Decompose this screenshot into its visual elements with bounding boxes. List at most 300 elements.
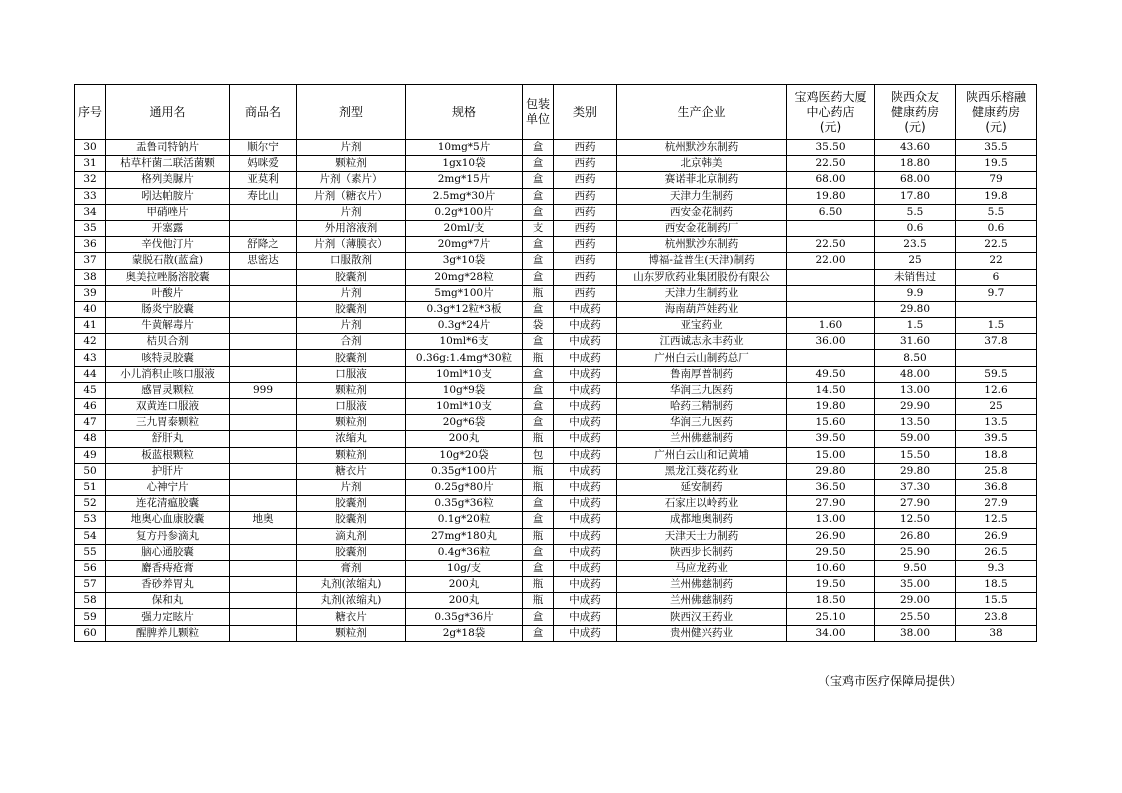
cell-generic-name: 感冒灵颗粒	[106, 382, 230, 398]
header-pharmacy-2-line1: 陕西众友	[890, 89, 939, 104]
cell-price-pharmacy-3: 37.8	[956, 334, 1037, 350]
table-row	[75, 334, 1037, 350]
table-row	[75, 382, 1037, 398]
cell-no: 56	[75, 560, 106, 576]
cell-price-pharmacy-3: 12.6	[956, 382, 1037, 398]
cell-trade-name	[230, 301, 297, 317]
cell-spec: 0.4g*36粒	[406, 544, 523, 560]
table-row	[75, 269, 1037, 285]
cell-price-pharmacy-1: 1.60	[787, 318, 875, 334]
cell-price-pharmacy-3: 18.5	[956, 577, 1037, 593]
cell-no: 30	[75, 140, 106, 156]
cell-price-pharmacy-1: 22.50	[787, 156, 875, 172]
cell-manufacturer: 西安金花制药	[617, 204, 787, 220]
table-row	[75, 318, 1037, 334]
cell-trade-name	[230, 528, 297, 544]
cell-no: 48	[75, 431, 106, 447]
cell-price-pharmacy-2: 27.90	[875, 496, 956, 512]
cell-package-unit: 盒	[523, 399, 554, 415]
cell-generic-name: 保和丸	[106, 593, 230, 609]
price-table-container	[74, 84, 1037, 642]
cell-price-pharmacy-1: 25.10	[787, 609, 875, 625]
header-pharmacy-2-line3: (元)	[904, 119, 926, 134]
cell-trade-name	[230, 463, 297, 479]
cell-spec: 0.3g*24片	[406, 318, 523, 334]
cell-dosage-form: 口服散剂	[297, 253, 406, 269]
cell-generic-name: 肠炎宁胶囊	[106, 301, 230, 317]
table-row	[75, 204, 1037, 220]
cell-package-unit: 盒	[523, 301, 554, 317]
cell-dosage-form: 颗粒剂	[297, 382, 406, 398]
cell-price-pharmacy-3: 22.5	[956, 237, 1037, 253]
cell-manufacturer: 陕西步长制药	[617, 544, 787, 560]
cell-spec: 2.5mg*30片	[406, 188, 523, 204]
cell-dosage-form: 胶囊剂	[297, 496, 406, 512]
cell-package-unit: 盒	[523, 237, 554, 253]
cell-generic-name: 叶酸片	[106, 285, 230, 301]
cell-no: 41	[75, 318, 106, 334]
table-row	[75, 156, 1037, 172]
cell-package-unit: 盒	[523, 512, 554, 528]
cell-manufacturer: 天津力生制药业	[617, 285, 787, 301]
cell-spec: 10ml*10支	[406, 366, 523, 382]
cell-manufacturer: 天津力生制药	[617, 188, 787, 204]
table-row	[75, 447, 1037, 463]
cell-trade-name: 思密达	[230, 253, 297, 269]
cell-price-pharmacy-3: 38	[956, 625, 1037, 641]
cell-generic-name: 护肝片	[106, 463, 230, 479]
table-row	[75, 528, 1037, 544]
source-note: （宝鸡市医疗保障局提供）	[818, 674, 963, 688]
table-row	[75, 544, 1037, 560]
header-pharmacy-2-line2: 健康药房	[890, 104, 939, 119]
cell-spec: 20g*6袋	[406, 415, 523, 431]
header-spec: 规格	[406, 85, 523, 140]
cell-price-pharmacy-3: 6	[956, 269, 1037, 285]
table-row	[75, 285, 1037, 301]
cell-package-unit: 瓶	[523, 463, 554, 479]
cell-price-pharmacy-1: 27.90	[787, 496, 875, 512]
cell-trade-name	[230, 577, 297, 593]
cell-spec: 10g*9袋	[406, 382, 523, 398]
cell-dosage-form: 胶囊剂	[297, 544, 406, 560]
cell-price-pharmacy-2: 5.5	[875, 204, 956, 220]
header-pharmacy-2	[875, 85, 956, 140]
header-no: 序号	[75, 85, 106, 140]
cell-price-pharmacy-3	[956, 350, 1037, 366]
cell-price-pharmacy-2: 18.80	[875, 156, 956, 172]
cell-spec: 10ml*10支	[406, 399, 523, 415]
cell-category: 西药	[554, 269, 617, 285]
cell-price-pharmacy-1: 6.50	[787, 204, 875, 220]
cell-dosage-form: 膏剂	[297, 560, 406, 576]
cell-spec: 0.25g*80片	[406, 479, 523, 495]
cell-dosage-form: 片剂（薄膜衣）	[297, 237, 406, 253]
cell-no: 50	[75, 463, 106, 479]
cell-generic-name: 辛伐他汀片	[106, 237, 230, 253]
header-pharmacy-3-line2: 健康药房	[971, 104, 1020, 119]
cell-package-unit: 瓶	[523, 350, 554, 366]
cell-dosage-form: 丸剂(浓缩丸)	[297, 593, 406, 609]
cell-dosage-form: 滴丸剂	[297, 528, 406, 544]
cell-manufacturer: 石家庄以岭药业	[617, 496, 787, 512]
header-pharmacy-1-line3: (元)	[819, 119, 842, 134]
cell-category: 中成药	[554, 544, 617, 560]
cell-price-pharmacy-3: 19.5	[956, 156, 1037, 172]
cell-package-unit: 盒	[523, 366, 554, 382]
cell-manufacturer: 博福-益普生(天津)制药	[617, 253, 787, 269]
cell-price-pharmacy-2: 48.00	[875, 366, 956, 382]
cell-trade-name	[230, 269, 297, 285]
cell-no: 59	[75, 609, 106, 625]
cell-spec: 200丸	[406, 593, 523, 609]
cell-spec: 10g*20袋	[406, 447, 523, 463]
cell-trade-name	[230, 334, 297, 350]
cell-trade-name: 舒降之	[230, 237, 297, 253]
cell-manufacturer: 山东罗欣药业集团股份有限公	[617, 269, 787, 285]
cell-no: 42	[75, 334, 106, 350]
cell-price-pharmacy-1: 18.50	[787, 593, 875, 609]
cell-price-pharmacy-3: 79	[956, 172, 1037, 188]
cell-trade-name: 地奥	[230, 512, 297, 528]
cell-price-pharmacy-3: 0.6	[956, 220, 1037, 236]
cell-price-pharmacy-2: 17.80	[875, 188, 956, 204]
cell-spec: 3g*10袋	[406, 253, 523, 269]
cell-dosage-form: 浓缩丸	[297, 431, 406, 447]
cell-spec: 0.36g:1.4mg*30粒	[406, 350, 523, 366]
cell-no: 54	[75, 528, 106, 544]
cell-spec: 0.1g*20粒	[406, 512, 523, 528]
cell-generic-name: 咳特灵胶囊	[106, 350, 230, 366]
cell-generic-name: 舒肝丸	[106, 431, 230, 447]
cell-no: 38	[75, 269, 106, 285]
cell-generic-name: 奥美拉唑肠溶胶囊	[106, 269, 230, 285]
cell-price-pharmacy-1	[787, 269, 875, 285]
cell-category: 西药	[554, 188, 617, 204]
cell-price-pharmacy-1: 39.50	[787, 431, 875, 447]
cell-dosage-form: 片剂	[297, 140, 406, 156]
cell-generic-name: 牛黄解毒片	[106, 318, 230, 334]
cell-manufacturer: 黑龙江葵花药业	[617, 463, 787, 479]
cell-manufacturer: 江西诚志永丰药业	[617, 334, 787, 350]
cell-price-pharmacy-2: 9.9	[875, 285, 956, 301]
header-category: 类别	[554, 85, 617, 140]
cell-price-pharmacy-3: 9.3	[956, 560, 1037, 576]
cell-dosage-form: 口服液	[297, 399, 406, 415]
cell-spec: 10g/支	[406, 560, 523, 576]
cell-generic-name: 吲达帕胺片	[106, 188, 230, 204]
cell-package-unit: 盒	[523, 415, 554, 431]
cell-manufacturer: 马应龙药业	[617, 560, 787, 576]
cell-price-pharmacy-2: 38.00	[875, 625, 956, 641]
cell-category: 西药	[554, 253, 617, 269]
cell-category: 中成药	[554, 318, 617, 334]
cell-trade-name	[230, 496, 297, 512]
cell-manufacturer: 延安制药	[617, 479, 787, 495]
cell-dosage-form: 胶囊剂	[297, 301, 406, 317]
table-row	[75, 560, 1037, 576]
cell-generic-name: 麝香痔疮膏	[106, 560, 230, 576]
header-package-unit	[523, 85, 554, 140]
cell-package-unit: 盒	[523, 382, 554, 398]
cell-price-pharmacy-3: 26.5	[956, 544, 1037, 560]
cell-price-pharmacy-3: 18.8	[956, 447, 1037, 463]
table-row	[75, 350, 1037, 366]
table-row	[75, 399, 1037, 415]
cell-price-pharmacy-2: 59.00	[875, 431, 956, 447]
cell-spec: 5mg*100片	[406, 285, 523, 301]
cell-price-pharmacy-2: 25.90	[875, 544, 956, 560]
cell-price-pharmacy-3: 39.5	[956, 431, 1037, 447]
cell-package-unit: 支	[523, 220, 554, 236]
cell-price-pharmacy-3: 35.5	[956, 140, 1037, 156]
cell-price-pharmacy-3: 25.8	[956, 463, 1037, 479]
cell-price-pharmacy-1: 34.00	[787, 625, 875, 641]
cell-price-pharmacy-3: 9.7	[956, 285, 1037, 301]
cell-price-pharmacy-3: 13.5	[956, 415, 1037, 431]
cell-category: 中成药	[554, 382, 617, 398]
drug-price-table	[74, 84, 1037, 642]
header-pharmacy-1-line1: 宝鸡医药大厦	[794, 89, 867, 104]
cell-price-pharmacy-3: 25	[956, 399, 1037, 415]
cell-dosage-form: 片剂（糖衣片）	[297, 188, 406, 204]
cell-no: 47	[75, 415, 106, 431]
cell-price-pharmacy-1: 19.80	[787, 399, 875, 415]
cell-price-pharmacy-2: 25	[875, 253, 956, 269]
cell-package-unit: 盒	[523, 609, 554, 625]
cell-category: 中成药	[554, 350, 617, 366]
cell-no: 39	[75, 285, 106, 301]
cell-dosage-form: 片剂（素片）	[297, 172, 406, 188]
cell-dosage-form: 丸剂(浓缩丸)	[297, 577, 406, 593]
cell-manufacturer: 兰州佛慈制药	[617, 577, 787, 593]
cell-trade-name	[230, 609, 297, 625]
cell-dosage-form: 糖衣片	[297, 463, 406, 479]
cell-price-pharmacy-1	[787, 220, 875, 236]
cell-manufacturer: 赛诺菲北京制药	[617, 172, 787, 188]
cell-category: 中成药	[554, 399, 617, 415]
header-package-unit-line1: 包装	[525, 97, 550, 111]
table-header-row	[75, 85, 1037, 140]
cell-spec: 200丸	[406, 431, 523, 447]
cell-trade-name: 999	[230, 382, 297, 398]
cell-generic-name: 盂鲁司特钠片	[106, 140, 230, 156]
cell-manufacturer: 鲁南厚普制药	[617, 366, 787, 382]
table-row	[75, 593, 1037, 609]
cell-category: 中成药	[554, 593, 617, 609]
cell-manufacturer: 天津天士力制药	[617, 528, 787, 544]
cell-generic-name: 心神宁片	[106, 479, 230, 495]
table-row	[75, 512, 1037, 528]
cell-package-unit: 瓶	[523, 431, 554, 447]
cell-generic-name: 强力定眩片	[106, 609, 230, 625]
table-row	[75, 415, 1037, 431]
cell-trade-name: 寿比山	[230, 188, 297, 204]
cell-trade-name	[230, 350, 297, 366]
cell-package-unit: 盒	[523, 172, 554, 188]
cell-price-pharmacy-1: 19.80	[787, 188, 875, 204]
cell-price-pharmacy-2: 43.60	[875, 140, 956, 156]
cell-dosage-form: 片剂	[297, 204, 406, 220]
header-pharmacy-3-line3: (元)	[985, 119, 1007, 134]
cell-trade-name: 亚莫利	[230, 172, 297, 188]
cell-dosage-form: 片剂	[297, 318, 406, 334]
cell-spec: 0.3g*12粒*3板	[406, 301, 523, 317]
cell-dosage-form: 片剂	[297, 479, 406, 495]
table-row	[75, 188, 1037, 204]
cell-category: 中成药	[554, 496, 617, 512]
cell-dosage-form: 口服液	[297, 366, 406, 382]
cell-price-pharmacy-1: 29.50	[787, 544, 875, 560]
cell-trade-name	[230, 415, 297, 431]
header-pharmacy-3-line1: 陕西乐榕融	[965, 89, 1026, 104]
cell-generic-name: 脑心通胶囊	[106, 544, 230, 560]
cell-price-pharmacy-2: 8.50	[875, 350, 956, 366]
header-pharmacy-3	[956, 85, 1037, 140]
cell-price-pharmacy-2: 26.80	[875, 528, 956, 544]
cell-category: 中成药	[554, 334, 617, 350]
cell-price-pharmacy-1: 19.50	[787, 577, 875, 593]
header-pharmacy-1	[787, 85, 875, 140]
cell-category: 西药	[554, 172, 617, 188]
cell-price-pharmacy-3: 27.9	[956, 496, 1037, 512]
cell-price-pharmacy-2: 13.50	[875, 415, 956, 431]
table-row	[75, 431, 1037, 447]
cell-manufacturer: 贵州健兴药业	[617, 625, 787, 641]
cell-price-pharmacy-2: 9.50	[875, 560, 956, 576]
table-row	[75, 301, 1037, 317]
cell-trade-name	[230, 479, 297, 495]
cell-package-unit: 盒	[523, 544, 554, 560]
cell-no: 58	[75, 593, 106, 609]
table-body	[75, 140, 1037, 642]
cell-category: 西药	[554, 285, 617, 301]
cell-price-pharmacy-2: 29.00	[875, 593, 956, 609]
cell-manufacturer: 杭州默沙东制药	[617, 140, 787, 156]
table-row	[75, 220, 1037, 236]
table-row	[75, 496, 1037, 512]
cell-spec: 0.35g*100片	[406, 463, 523, 479]
cell-dosage-form: 糖衣片	[297, 609, 406, 625]
cell-no: 35	[75, 220, 106, 236]
cell-price-pharmacy-1: 49.50	[787, 366, 875, 382]
cell-package-unit: 袋	[523, 318, 554, 334]
cell-price-pharmacy-3	[956, 301, 1037, 317]
cell-manufacturer: 海南葫芦娃药业	[617, 301, 787, 317]
cell-spec: 200丸	[406, 577, 523, 593]
cell-no: 57	[75, 577, 106, 593]
table-row	[75, 366, 1037, 382]
cell-no: 51	[75, 479, 106, 495]
cell-price-pharmacy-2: 29.90	[875, 399, 956, 415]
cell-manufacturer: 兰州佛慈制药	[617, 431, 787, 447]
cell-price-pharmacy-3: 23.8	[956, 609, 1037, 625]
cell-price-pharmacy-2: 35.00	[875, 577, 956, 593]
cell-trade-name	[230, 625, 297, 641]
cell-manufacturer: 华润三九医药	[617, 382, 787, 398]
cell-no: 52	[75, 496, 106, 512]
cell-price-pharmacy-2: 12.50	[875, 512, 956, 528]
cell-category: 中成药	[554, 366, 617, 382]
cell-price-pharmacy-2: 31.60	[875, 334, 956, 350]
cell-category: 西药	[554, 237, 617, 253]
cell-manufacturer: 广州白云山制药总厂	[617, 350, 787, 366]
cell-spec: 20mg*7片	[406, 237, 523, 253]
cell-no: 37	[75, 253, 106, 269]
cell-package-unit: 盒	[523, 269, 554, 285]
cell-generic-name: 地奥心血康胶囊	[106, 512, 230, 528]
cell-generic-name: 格列美脲片	[106, 172, 230, 188]
cell-trade-name: 妈咪爱	[230, 156, 297, 172]
cell-generic-name: 甲硝唑片	[106, 204, 230, 220]
cell-manufacturer: 亚宝药业	[617, 318, 787, 334]
cell-trade-name	[230, 560, 297, 576]
cell-spec: 0.2g*100片	[406, 204, 523, 220]
table-row	[75, 577, 1037, 593]
cell-price-pharmacy-1: 22.50	[787, 237, 875, 253]
cell-package-unit: 盒	[523, 253, 554, 269]
cell-generic-name: 蒙脱石散(蓝盒)	[106, 253, 230, 269]
cell-package-unit: 包	[523, 447, 554, 463]
cell-no: 55	[75, 544, 106, 560]
cell-price-pharmacy-1: 29.80	[787, 463, 875, 479]
cell-spec: 10mg*5片	[406, 140, 523, 156]
cell-trade-name	[230, 447, 297, 463]
cell-no: 36	[75, 237, 106, 253]
cell-price-pharmacy-2: 68.00	[875, 172, 956, 188]
cell-category: 西药	[554, 220, 617, 236]
cell-trade-name	[230, 544, 297, 560]
table-row	[75, 237, 1037, 253]
cell-price-pharmacy-2: 15.50	[875, 447, 956, 463]
cell-generic-name: 桔贝合剂	[106, 334, 230, 350]
cell-spec: 10ml*6支	[406, 334, 523, 350]
cell-price-pharmacy-1	[787, 301, 875, 317]
cell-price-pharmacy-1: 36.00	[787, 334, 875, 350]
cell-no: 32	[75, 172, 106, 188]
cell-package-unit: 盒	[523, 204, 554, 220]
cell-generic-name: 醒脾养儿颗粒	[106, 625, 230, 641]
cell-price-pharmacy-3: 22	[956, 253, 1037, 269]
cell-trade-name: 顺尔宁	[230, 140, 297, 156]
cell-trade-name	[230, 220, 297, 236]
cell-price-pharmacy-2: 23.5	[875, 237, 956, 253]
header-pharmacy-1-line2: 中心药店	[806, 104, 855, 119]
cell-no: 53	[75, 512, 106, 528]
cell-price-pharmacy-3: 26.9	[956, 528, 1037, 544]
cell-price-pharmacy-3: 59.5	[956, 366, 1037, 382]
cell-category: 中成药	[554, 609, 617, 625]
cell-category: 中成药	[554, 479, 617, 495]
cell-price-pharmacy-1: 13.00	[787, 512, 875, 528]
cell-no: 33	[75, 188, 106, 204]
cell-no: 46	[75, 399, 106, 415]
cell-price-pharmacy-3: 12.5	[956, 512, 1037, 528]
cell-trade-name	[230, 593, 297, 609]
cell-package-unit: 瓶	[523, 593, 554, 609]
cell-dosage-form: 合剂	[297, 334, 406, 350]
cell-price-pharmacy-2: 37.30	[875, 479, 956, 495]
cell-spec: 20ml/支	[406, 220, 523, 236]
cell-category: 中成药	[554, 431, 617, 447]
cell-price-pharmacy-1: 15.00	[787, 447, 875, 463]
cell-spec: 0.35g*36粒	[406, 496, 523, 512]
cell-package-unit: 盒	[523, 334, 554, 350]
cell-spec: 0.35g*36片	[406, 609, 523, 625]
cell-spec: 1gx10袋	[406, 156, 523, 172]
cell-package-unit: 盒	[523, 625, 554, 641]
header-manufacturer: 生产企业	[617, 85, 787, 140]
